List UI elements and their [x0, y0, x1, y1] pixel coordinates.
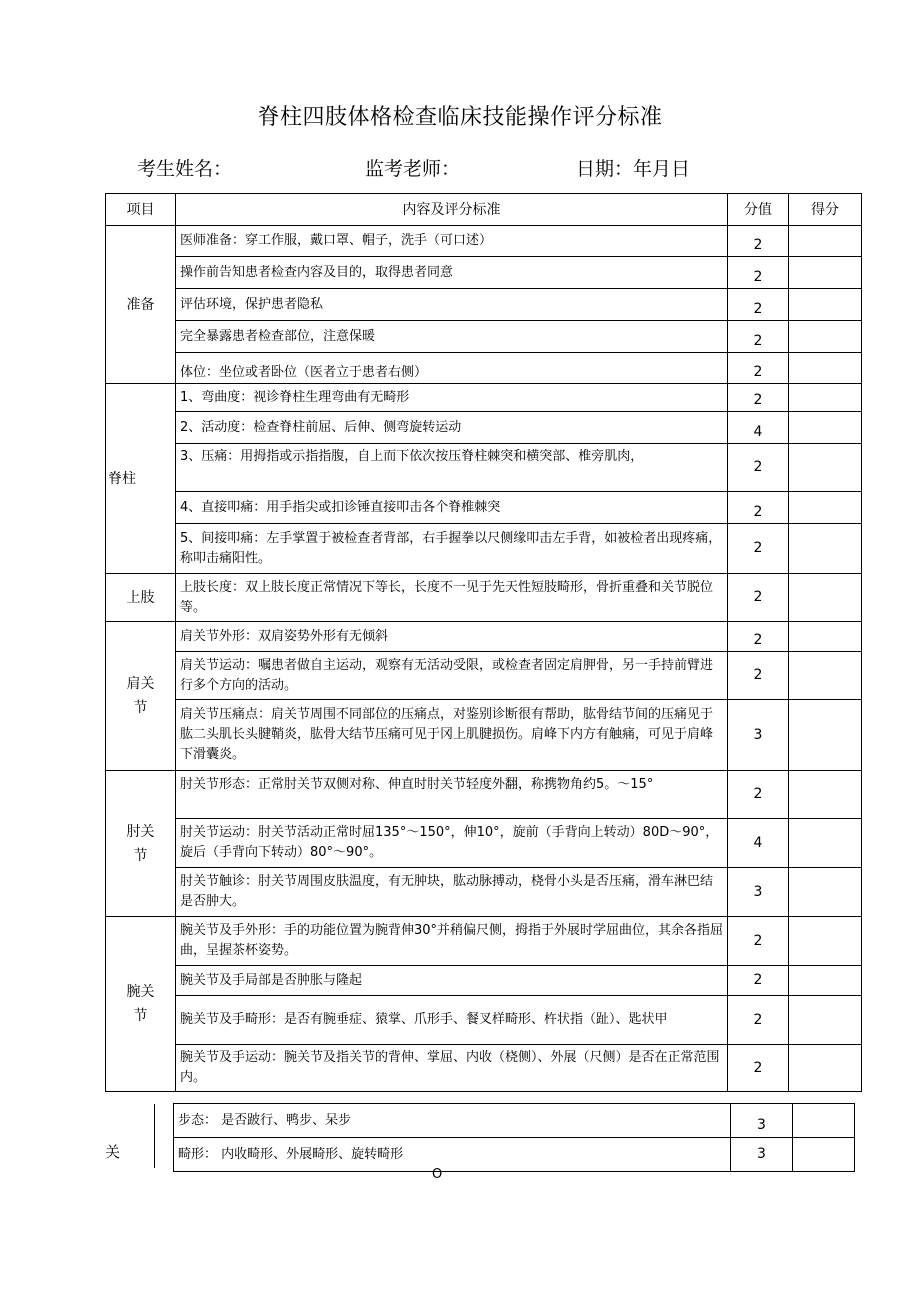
table-row [106, 1045, 862, 1092]
criterion-text: 1、弯曲度：视诊脊柱生理弯曲有无畸形 [176, 384, 728, 412]
date-label: 日期：年月日 [576, 158, 691, 180]
header-content: 内容及评分标准 [176, 194, 728, 226]
category-upper-limb: 上肢 [106, 574, 176, 622]
score-input-cell[interactable] [789, 412, 862, 444]
criterion-text: 操作前告知患者检查内容及目的，取得患者同意 [176, 257, 728, 289]
table-row [106, 524, 862, 574]
table-row [106, 868, 862, 917]
points-cell: 3 [728, 868, 789, 917]
score-input-cell[interactable] [789, 321, 862, 353]
score-input-cell[interactable] [789, 444, 862, 492]
table-row [106, 289, 862, 321]
points-cell: 2 [728, 652, 789, 700]
points-cell: 2 [728, 524, 789, 574]
category-wrist: 腕关节 [106, 917, 176, 1092]
score-input-cell[interactable] [789, 1045, 862, 1092]
score-input-cell[interactable] [789, 868, 862, 917]
table-row [106, 321, 862, 353]
category-elbow: 肘关节 [106, 771, 176, 917]
score-input-cell[interactable] [789, 819, 862, 868]
table-row [174, 1104, 855, 1138]
score-input-cell[interactable] [789, 524, 862, 574]
score-input-cell[interactable] [789, 771, 862, 819]
table-row [106, 622, 862, 652]
criterion-text: 评估环境，保护患者隐私 [176, 289, 728, 321]
table-row [106, 819, 862, 868]
criterion-text: 3、压痛：用拇指或示指指腹，自上而下依次按压脊柱棘突和横突部、椎旁肌肉， [176, 444, 728, 492]
criterion-text: 医师准备：穿工作服，戴口罩、帽子，洗手（可口述） [176, 226, 728, 257]
criterion-text: 肘关节触诊：肘关节周围皮肤温度，有无肿块，肱动脉搏动，桡骨小头是否压痛，滑车淋巴结是否肿大。 [176, 868, 728, 917]
criterion-text: 腕关节及手运动：腕关节及指关节的背伸、掌屈、内收（桡侧）、外展（尺侧）是否在正常范围内。 [176, 1045, 728, 1092]
points-cell: 2 [728, 226, 789, 257]
criterion-text: 完全暴露患者检查部位，注意保暖 [176, 321, 728, 353]
points-cell: 2 [728, 321, 789, 353]
points-cell: 2 [728, 771, 789, 819]
points-cell: 2 [728, 622, 789, 652]
examiner-label: 监考老师： [365, 158, 461, 180]
score-input-cell[interactable] [789, 257, 862, 289]
header-points: 分值 [728, 194, 789, 226]
score-input-cell[interactable] [789, 353, 862, 384]
score-input-cell[interactable] [789, 622, 862, 652]
points-cell: 2 [728, 353, 789, 384]
criterion-text: 腕关节及手外形：手的功能位置为腕背伸30°并稍偏尺侧，拇指于外展时学屈曲位，其余各指屈曲，呈握茶杯姿势。 [176, 917, 728, 966]
criterion-text: 体位：坐位或者卧位（医者立于患者右侧） [176, 353, 728, 384]
criterion-text: 肘关节形态：正常肘关节双侧对称、伸直时肘关节轻度外翻，称携物角约5。～15° [176, 771, 728, 819]
table-row [106, 966, 862, 996]
criterion-text: 肩关节运动：嘱患者做自主运动，观察有无活动受限，或检查者固定肩胛骨，另一手持前臂进行多个方向的活动。 [176, 652, 728, 700]
points-cell: 2 [728, 492, 789, 524]
criterion-text: 上肢长度：双上肢长度正常情况下等长，长度不一见于先天性短肢畸形，骨折重叠和关节脱位等。 [176, 574, 728, 622]
criterion-text: 步态： 是否跛行、鸭步、呆步 [174, 1104, 731, 1138]
table-row [106, 917, 862, 966]
continuation-divider [154, 1104, 155, 1168]
points-cell: 2 [728, 996, 789, 1045]
table-row [106, 574, 862, 622]
table-row [106, 257, 862, 289]
footer-mark: O [432, 1167, 443, 1182]
table-row [106, 444, 862, 492]
score-input-cell[interactable] [789, 384, 862, 412]
points-cell: 2 [728, 966, 789, 996]
criterion-text: 肘关节运动：肘关节活动正常时屈135°～150°，伸10°，旋前（手背向上转动）80D～90°，旋后（手背向下转动）80°～90°。 [176, 819, 728, 868]
score-input-cell[interactable] [789, 700, 862, 771]
points-cell: 2 [728, 574, 789, 622]
table-row [106, 996, 862, 1045]
score-input-cell[interactable] [793, 1104, 855, 1138]
score-input-cell[interactable] [789, 996, 862, 1045]
points-cell: 2 [728, 289, 789, 321]
score-input-cell[interactable] [789, 574, 862, 622]
criterion-text: 4、直接叩痛：用手指尖或扣诊锤直接叩击各个脊椎棘突 [176, 492, 728, 524]
points-cell: 4 [728, 412, 789, 444]
points-cell: 4 [728, 819, 789, 868]
points-cell: 2 [728, 257, 789, 289]
points-cell: 2 [728, 917, 789, 966]
scoring-table-continuation [173, 1103, 855, 1172]
criterion-text: 肩关节外形：双肩姿势外形有无倾斜 [176, 622, 728, 652]
table-row [106, 492, 862, 524]
header-item: 项目 [106, 194, 176, 226]
points-cell: 2 [728, 1045, 789, 1092]
table-row [106, 771, 862, 819]
points-cell: 3 [731, 1104, 793, 1138]
criterion-text: 2、活动度：检查脊柱前屈、后伸、侧弯旋转运动 [176, 412, 728, 444]
table-row [106, 384, 862, 412]
page-title: 脊柱四肢体格检查临床技能操作评分标准 [257, 105, 663, 130]
category-shoulder: 肩关节 [106, 622, 176, 771]
criterion-text: 腕关节及手局部是否肿胀与隆起 [176, 966, 728, 996]
criterion-text: 5、间接叩痛：左手掌置于被检查者背部，右手握拳以尺侧缘叩击左手背，如被检者出现疼痛，称叩击痛阳性。 [176, 524, 728, 574]
points-cell: 2 [728, 444, 789, 492]
score-input-cell[interactable] [789, 226, 862, 257]
score-input-cell[interactable] [789, 966, 862, 996]
category-spine: 脊柱 [106, 384, 176, 574]
table-row [106, 353, 862, 384]
student-name-label: 考生姓名： [137, 158, 233, 180]
category-continuation: 关 [105, 1143, 121, 1161]
criterion-text: 腕关节及手畸形：是否有腕垂症、猿掌、爪形手、餐叉样畸形、杵状指（趾）、匙状甲 [176, 996, 728, 1045]
scoring-table [105, 193, 862, 1092]
table-row [106, 700, 862, 771]
points-cell: 3 [728, 700, 789, 771]
table-row [106, 652, 862, 700]
table-header-row [106, 194, 862, 226]
score-input-cell[interactable] [793, 1138, 855, 1172]
score-input-cell[interactable] [789, 652, 862, 700]
category-prep: 准备 [106, 226, 176, 384]
header-score: 得分 [789, 194, 862, 226]
criterion-text: 肩关节压痛点：肩关节周围不同部位的压痛点，对鉴别诊断很有帮助，肱骨结节间的压痛见于肱二头肌长头腱鞘炎，肱骨大结节压痛可见于冈上肌腱损伤。肩峰下内方有触痛，可见于肩峰下滑囊炎。 [176, 700, 728, 771]
points-cell: 2 [728, 384, 789, 412]
table-row [106, 412, 862, 444]
table-row [106, 226, 862, 257]
table-row [174, 1138, 855, 1172]
criterion-text: 畸形： 内收畸形、外展畸形、旋转畸形 [174, 1138, 731, 1172]
score-input-cell[interactable] [789, 492, 862, 524]
score-input-cell[interactable] [789, 917, 862, 966]
points-cell: 3 [731, 1138, 793, 1172]
score-input-cell[interactable] [789, 289, 862, 321]
